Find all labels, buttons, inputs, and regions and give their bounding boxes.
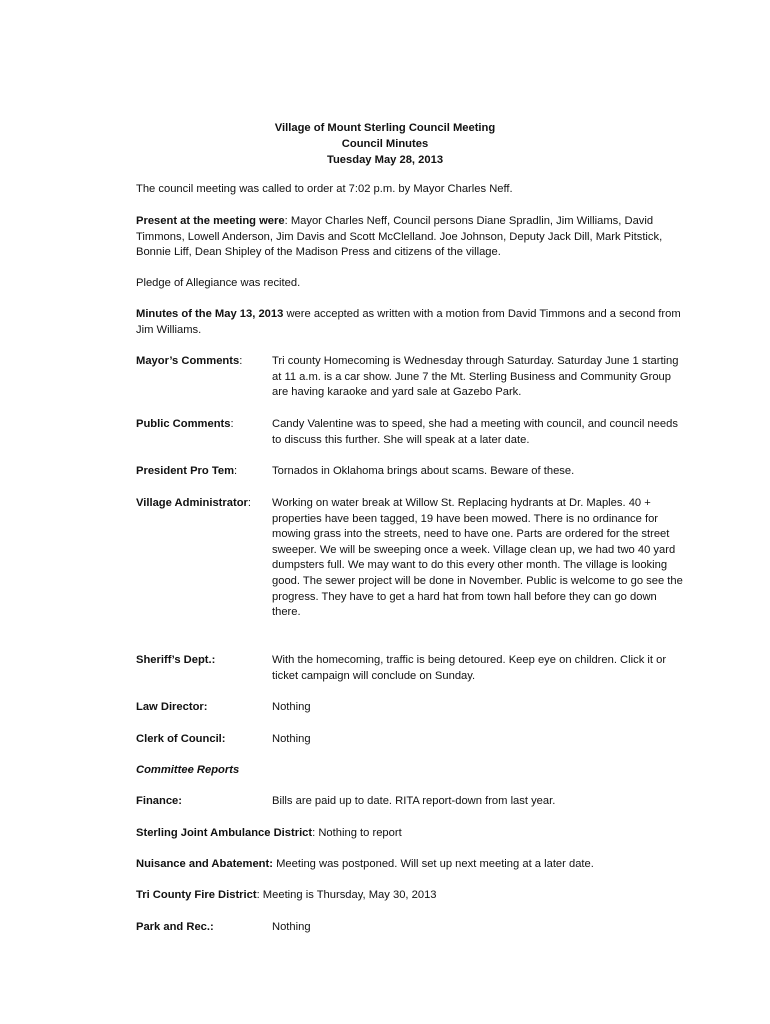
park-and-rec-text: Nothing <box>272 921 311 933</box>
president-pro-tem-label <box>136 464 237 480</box>
mayor-comments-label-text: Mayor’s Comments <box>136 355 240 367</box>
sheriff-dept-label: Sheriff’s Dept.: <box>136 654 216 666</box>
village-administrator-label <box>136 496 251 512</box>
law-director-label: Law Director: <box>136 701 208 713</box>
fire-district-text: : Meeting is Thursday, May 30, 2013 <box>256 889 437 901</box>
clerk-of-council-text: Nothing <box>272 733 311 745</box>
president-pro-tem-colon: : <box>234 465 238 477</box>
park-and-rec-label: Park and Rec.: <box>136 921 214 933</box>
public-comments-text: Candy Valentine was to speed, she had a meeting with council, and council needs to discuss this further. She will speak at a later date. <box>272 418 678 446</box>
minutes-label: Minutes of the May 13, 2013 <box>136 308 284 320</box>
pledge-paragraph: Pledge of Allegiance was recited. <box>136 277 301 289</box>
fire-district-label: Tri County Fire District <box>136 889 257 901</box>
minutes-title: Council Minutes <box>341 138 429 150</box>
minutes-paragraph <box>136 307 681 338</box>
attendance-paragraph <box>136 214 681 261</box>
public-comments-label <box>136 417 234 433</box>
sheriff-dept-text: With the homecoming, traffic is being detoured. Keep eye on children. Click it or ticket campaign will conclude on Sunday. <box>272 654 667 682</box>
ambulance-district-label: Sterling Joint Ambulance District <box>136 827 313 839</box>
finance-text: Bills are paid up to date. RITA report-down from last year. <box>272 795 556 807</box>
village-administrator-text: Working on water break at Willow St. Replacing hydrants at Dr. Maples. 40 + properties have been tagged, 19 have been mowed. There is no ordinance for mowing grass into the streets, need to have one. Parts are ordered for the street sweeper. We will be sweeping once a week. Village clean up, we had two 40 yard dumpsters full. We may want to do this every other month. The village is looking good. The sewer project will be done in November. Public is welcome to go see the progress. They have to get a hard hat from town hall before they can go down there. <box>272 497 683 619</box>
ambulance-district-paragraph <box>136 826 681 842</box>
call-to-order: The council meeting was called to order at 7:02 p.m. by Mayor Charles Neff. <box>136 183 513 195</box>
mayor-comments-text: Tri county Homecoming is Wednesday through Saturday. Saturday June 1 starting at 11 a.m. is a car show. June 7 the Mt. Sterling Business and Community Group are having karaoke and yard sale at Gazebo Park. <box>272 355 679 399</box>
minutes-text: were accepted as written with a motion from David Timmons and a second from Jim Williams. <box>136 308 681 336</box>
public-comments-colon: : <box>230 418 234 430</box>
nuisance-abatement-text: Meeting was postponed. Will set up next meeting at a later date. <box>272 858 594 870</box>
village-administrator-colon: : <box>247 497 252 509</box>
attendance-text: : Mayor Charles Neff, Council persons Diane Spradlin, Jim Williams, David Timmons, Lowell Anderson, Jim Davis and Scott McClelland. Joe Johnson, Deputy Jack Dill, Mark Pitstick, Bonnie Liff, Dean Shipley of the Madison Press and citizens of the village. <box>136 215 663 259</box>
committee-reports-heading: Committee Reports <box>136 764 240 776</box>
president-pro-tem-label-text: President Pro Tem <box>136 465 235 477</box>
fire-district-paragraph <box>136 888 681 904</box>
mayor-comments-colon: : <box>239 355 243 367</box>
meeting-date: Tuesday May 28, 2013 <box>326 154 444 166</box>
village-administrator-label-text: Village Administrator <box>136 497 248 509</box>
public-comments-label-text: Public Comments <box>136 418 231 430</box>
meeting-title: Village of Mount Sterling Council Meeting <box>274 122 496 134</box>
nuisance-abatement-label: Nuisance and Abatement: <box>136 858 273 870</box>
finance-label: Finance: <box>136 795 183 807</box>
president-pro-tem-text: Tornados in Oklahoma brings about scams. Beware of these. <box>272 465 575 477</box>
mayor-comments-label <box>136 354 242 370</box>
ambulance-district-text: : Nothing to report <box>312 827 402 839</box>
law-director-text: Nothing <box>272 701 311 713</box>
clerk-of-council-label: Clerk of Council: <box>136 733 226 745</box>
nuisance-abatement-paragraph <box>136 857 681 873</box>
attendance-label: Present at the meeting were <box>136 215 285 227</box>
